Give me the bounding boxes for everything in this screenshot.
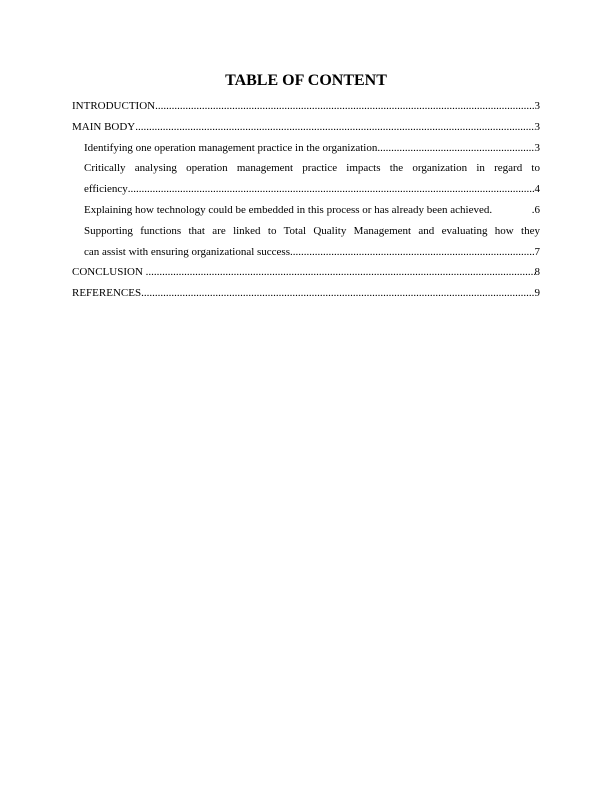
- toc-entry-text: REFERENCES: [72, 287, 142, 300]
- dot-leader: [128, 179, 535, 200]
- toc-page-number: 8: [534, 266, 540, 279]
- toc-page-number: 3: [534, 141, 540, 154]
- toc-entry-text: Explaining how technology could be embedded in this process or has already been achieved.: [84, 203, 493, 216]
- toc-entry-text-line1: Supporting functions that are linked to Total Quality Management and evaluating how they: [84, 224, 540, 237]
- toc-entry-text-line2: efficiency: [84, 183, 128, 196]
- dot-leader: [155, 96, 534, 117]
- toc-entry-explaining-technology[interactable]: [72, 200, 540, 221]
- dot-leader: [135, 117, 534, 138]
- toc-entry-identifying-practice[interactable]: [72, 138, 540, 159]
- dot-leader: [377, 138, 534, 159]
- toc-page-number: 9: [534, 287, 540, 300]
- toc-page-number: 3: [534, 120, 540, 133]
- dot-leader: [146, 262, 535, 283]
- toc-page-number: 3: [534, 100, 540, 112]
- toc-entry-introduction[interactable]: [72, 96, 540, 117]
- toc-list: [72, 96, 540, 304]
- toc-entry-main-body[interactable]: [72, 117, 540, 138]
- toc-entry-text: INTRODUCTION: [72, 100, 156, 112]
- toc-entry-text: Identifying one operation management practice in the organization: [84, 141, 378, 154]
- toc-entry-text: MAIN BODY: [72, 120, 136, 133]
- toc-entry-text: CONCLUSION: [72, 266, 146, 279]
- toc-entry-text-line2: can assist with ensuring organizational success: [84, 245, 290, 258]
- toc-page-number: 4: [534, 183, 540, 196]
- dot-leader: [141, 283, 534, 304]
- toc-page-number: .6: [531, 203, 540, 216]
- toc-entry-supporting-functions[interactable]: [72, 221, 540, 263]
- toc-title: TABLE OF CONTENT: [225, 72, 387, 89]
- toc-entry-text-line1: Critically analysing operation management practice impacts the organization in regard to: [84, 162, 540, 175]
- toc-entry-conclusion[interactable]: [72, 262, 540, 283]
- dot-leader: [290, 242, 535, 263]
- toc-page-number: 7: [534, 245, 540, 258]
- toc-entry-references[interactable]: [72, 283, 540, 304]
- toc-entry-critically-analysing[interactable]: [72, 158, 540, 200]
